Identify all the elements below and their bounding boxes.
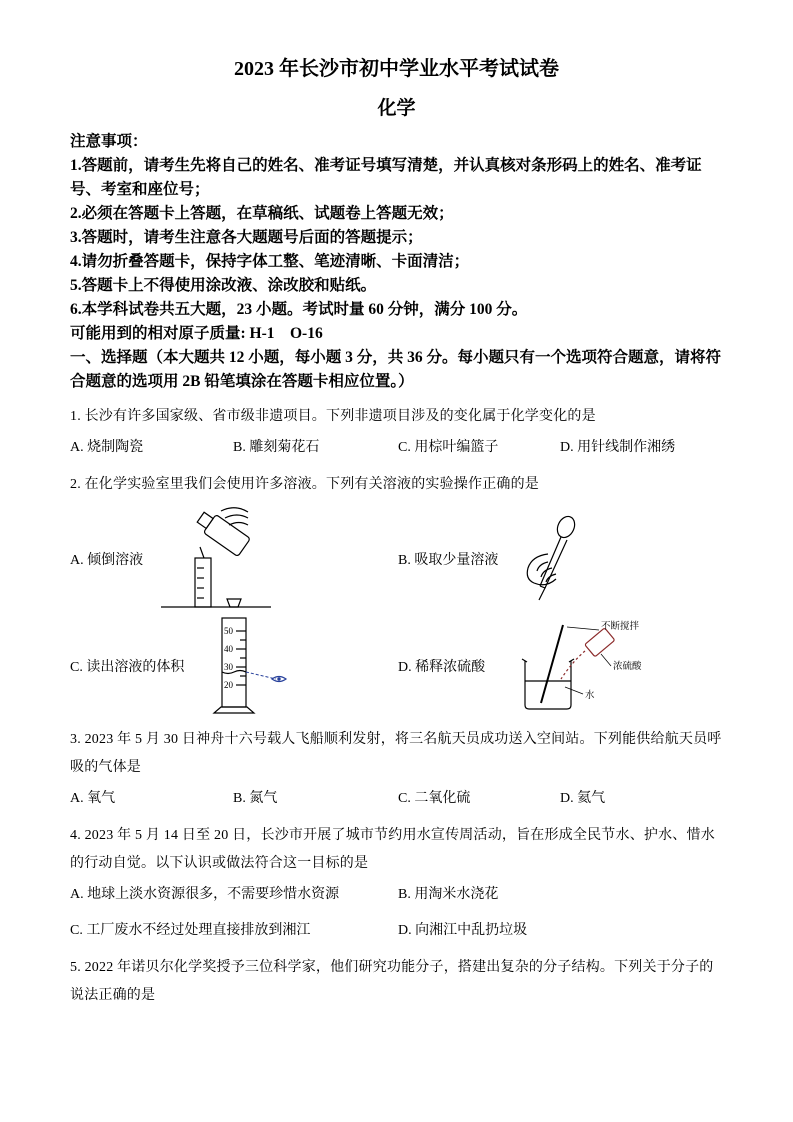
stopper-icon (227, 599, 241, 607)
acid-vessel-icon (585, 628, 615, 657)
question-3 (70, 726, 723, 813)
q4-option-a: A. 地球上淡水资源很多，不需要珍惜水资源 (70, 887, 340, 902)
question-3-text: 3. 2023 年 5 月 30 日神舟十六号载人飞船顺利发射，将三名航天员成功送入空间站。下列能供给航天员呼吸的气体是 (70, 732, 722, 775)
beaker-icon (522, 659, 574, 709)
q1-option-a: A. 烧制陶瓷 (70, 440, 144, 455)
pouring-solution-figure (159, 505, 277, 613)
q4-option-d: D. 向湘江中乱扔垃圾 (398, 923, 528, 938)
q3-option-d: D. 氦气 (560, 791, 606, 806)
dropper-figure (514, 512, 586, 606)
read-volume-figure (200, 615, 300, 717)
q1-option-c: C. 用棕叶编篮子 (398, 440, 499, 455)
dropper-icon (539, 514, 578, 600)
notice-item-4: 4.请勿折叠答题卡，保持字体工整、笔迹清晰、卡面清洁； (70, 253, 470, 270)
q2-figure-d (398, 615, 723, 717)
cylinder-tick-40: 40 (224, 644, 234, 654)
notice-item-1: 1.答题前，请考生先将自己的姓名、准考证号填写清楚，并认真核对条形码上的姓名、准考证号、考室和座位号； (70, 157, 702, 198)
water-label: 水 (585, 691, 595, 701)
notice-heading: 注意事项： (70, 133, 148, 150)
q2-figure-c (70, 615, 398, 717)
sight-line (246, 672, 276, 679)
cylinder-tick-30: 30 (224, 662, 234, 672)
atomic-mass-line: 可能用到的相对原子质量: H-1 O-16 (70, 325, 323, 342)
q1-option-d: D. 用针线制作湘绣 (560, 440, 676, 455)
question-2 (70, 471, 723, 717)
cylinder-tick-50: 50 (224, 626, 234, 636)
q2-option-b-label: B. 吸取少量溶液 (398, 553, 499, 568)
q3-option-b: B. 氮气 (233, 791, 278, 806)
question-1-options (70, 434, 723, 462)
dilute-acid-figure (501, 617, 651, 715)
q3-option-a: A. 氧气 (70, 791, 116, 806)
notice-item-3: 3.答题时，请考生注意各大题题号后面的答题提示； (70, 229, 423, 246)
acid-stream (561, 651, 585, 679)
acid-label: 浓硫酸 (613, 662, 642, 672)
q2-figure-b (398, 503, 723, 615)
exam-title: 2023 年长沙市初中学业水平考试试卷 (234, 58, 559, 80)
section-one-heading: 一、选择题（本大题共 12 小题，每小题 3 分，共 36 分。每小题只有一个选项符合题意，请将符合题意的选项用 2B 铅笔填涂在答题卡相应位置。） (70, 349, 722, 390)
q4-option-b: B. 用淘米水浇花 (398, 887, 499, 902)
notice-item-5: 5.答题卡上不得使用涂改液、涂改胶和贴纸。 (70, 277, 377, 294)
liquid-stream (200, 547, 204, 558)
question-1 (70, 403, 723, 462)
notice-item-6: 6.本学科试卷共五大题，23 小题。考试时量 60 分钟，满分 100 分。 (70, 301, 528, 318)
question-5-text: 5. 2022 年诺贝尔化学奖授予三位科学家，他们研究功能分子，搭建出复杂的分子结构。下列关于分子的说法正确的是 (70, 960, 714, 1003)
question-4 (70, 822, 723, 945)
exam-subject: 化学 (377, 98, 416, 119)
cylinder-tick-20: 20 (224, 680, 234, 690)
q3-option-c: C. 二氧化硫 (398, 791, 471, 806)
stir-label: 不断搅拌 (601, 622, 640, 632)
question-3-options (70, 785, 723, 813)
question-4-text: 4. 2023 年 5 月 14 日至 20 日，长沙市开展了城市节约用水宣传周活动，旨在形成全民节水、护水、惜水的行动自觉。以下认识或做法符合这一目标的是 (70, 828, 715, 871)
q1-option-b: B. 雕刻菊花石 (233, 440, 320, 455)
notice-item-2: 2.必须在答题卡上答题，在草稿纸、试题卷上答题无效； (70, 205, 454, 222)
question-5 (70, 954, 723, 1010)
q2-figure-a (70, 503, 398, 615)
question-1-text: 1. 长沙有许多国家级、省市级非遗项目。下列非遗项目涉及的变化属于化学变化的是 (70, 409, 596, 424)
question-2-text: 2. 在化学实验室里我们会使用许多溶液。下列有关溶液的实验操作正确的是 (70, 477, 539, 492)
q2-option-d-label: D. 稀释浓硫酸 (398, 660, 486, 675)
hand-icon (221, 508, 248, 525)
eye-icon (272, 677, 286, 682)
q2-option-a-label: A. 倾倒溶液 (70, 553, 144, 568)
graduated-cylinder-icon (214, 618, 254, 713)
q2-option-c-label: C. 读出溶液的体积 (70, 660, 185, 675)
question-2-figures (70, 503, 723, 717)
glass-rod-icon (541, 625, 563, 703)
question-4-options (70, 881, 723, 945)
q4-option-c: C. 工厂废水不经过处理直接排放到湘江 (70, 923, 311, 938)
graduated-cylinder-icon (195, 558, 211, 607)
